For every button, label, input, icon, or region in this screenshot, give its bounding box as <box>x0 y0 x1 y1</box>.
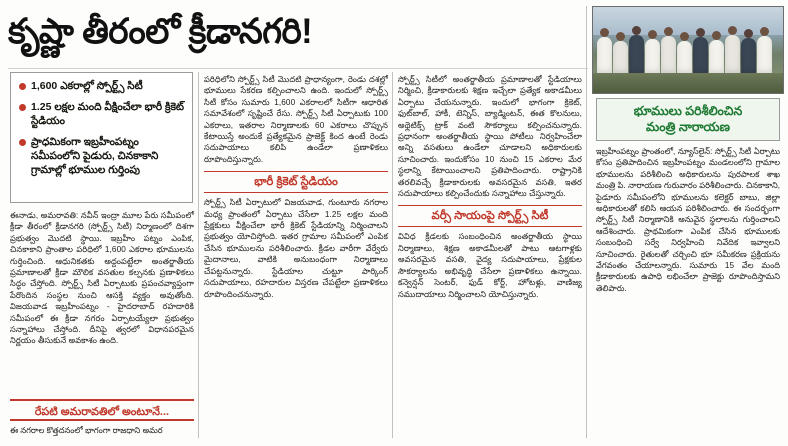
article-paragraph: వివిధ క్రీడలకు సంబంధించిన అంతర్జాతీయ స్థాయి నిర్మాణాలు, శిక్షణ అకాడమీలతో పాటు ఆటగాళ్లకు అవసరమైన వసతి, వైద్య సదుపాయాలు, ప్రేక్షకుల సౌకర్యాలను అభివృద్ధి చేసేలా ప్రణాళికలు ఉన్నాయి. కన్వెన్షన్ సెంటర్, ఫుడ్ కోర్ట్, హోటళ్లు, వాణిజ్య సముదాయాలు నిర్మించాలని యోచిస్తున్నారు. <box>398 232 582 299</box>
teaser-block <box>10 399 194 436</box>
bullet-dot-icon <box>19 139 26 146</box>
headline-band <box>8 4 588 66</box>
highlight-text: ప్రాధమికంగా ఇబ్రహీంపట్నం సమీపంలోని పైడురు, చినకాకాని గ్రామాల్లో భూముల గుర్తింపు <box>31 136 159 176</box>
sidebar-heading-line1: భూములు పరిశీలించిన <box>633 104 743 118</box>
page-title: కృష్ణా తీరంలో క్రీడానగరి! <box>8 12 313 51</box>
section-heading-sports-city: వర్సీ సాయంపై స్పోర్ట్స్ సిటీ <box>431 210 549 223</box>
photo-ground <box>593 73 783 93</box>
list-item <box>19 79 186 93</box>
list-item <box>19 135 186 177</box>
subhead-rule-bottom <box>398 226 582 227</box>
highlights-box <box>10 72 193 203</box>
highlight-text: 1,600 ఎకరాల్లో స్పోర్ట్స్ సిటీ <box>31 80 143 92</box>
article-paragraph: పరిధిలోని స్పోర్ట్స్ సిటీ మొదటి ప్రాధాన్యంగా, రెండు దశల్లో భూములు సేకరణ కల్పించాలని ఉంది. ఇందులో స్పోర్ట్స్ సిటీ కోసం సుమారు 1,600 ఎకరాలలో సిటీగా ఆధారిత సమావేశంలో సృష్టించే రేసు. స్పోర్ట్స్ సిటీ ఏర్పాటుకు 100 ఎకరాలు, ఇతరాల నిర్మాణాలకు 60 ఎకరాలు చొప్పున కేటాయిస్తే అందుకే ప్రత్యేకమైన ప్రాజెక్ట్ కింద ఉంటే రెండు సదుపాయాలు కలిపి ఉండేలా ప్రణాళికలు రూపొందిస్తున్నారు. <box>204 75 388 164</box>
news-photo <box>592 6 784 94</box>
subhead-rule-bottom <box>204 192 388 193</box>
photo-crowd <box>593 21 783 77</box>
article-paragraph: ఈనాడు, అమరావతి: నవీన్ ఇంద్రా మూల పేరు సమీపంలో క్రీడా తీరంలో క్రీడానగరి (స్పోర్ట్స్ సిటీ) నిర్మాణంలో దిశగా ప్రభుత్వం మొదటి స్థాయి. ఇబ్రహీం పట్నం ఎంపిక, చినకాకాని ప్రాంతాల పరిధిలో 1,600 ఎకరాల భూములను గుర్తించింది. ఆధునికతకు అద్దంపట్టేలా అంతర్జాతీయ ప్రమాణాలతో క్రీడా మౌలిక వసతుల కల్పనకు ప్రణాళికలు సిద్ధం చేస్తోంది. స్పోర్ట్స్ సిటీ ఏర్పాటుకు ప్రపంచవ్యాప్తంగా పేరొందిన సంస్థల నుంచి ఆసక్తి వ్యక్తం అవుతోంది. విజయవాడ ఇబ్రహీంపట్నం - హైదరాబాద్ రహదారికి సమీపంలో ఈ క్రీడా నగరం ఏర్పాటయ్యేలా ప్రభుత్వం సన్నాహాలు చేస్తోంది. దీనిపై త్వరలో విధానపరమైన నిర్ణయం తీసుకునే అవకాశం ఉంది. <box>10 211 194 346</box>
section-heading-cricket-stadium: భారీ క్రికెట్ స్టేడియం <box>254 176 338 189</box>
sidebar-heading-line2: మంత్రి నారాయణ <box>646 120 730 134</box>
sidebar-story <box>596 98 780 438</box>
column-divider-2 <box>392 72 393 438</box>
teaser-rule-bottom <box>10 419 194 421</box>
article-paragraph: స్పోర్ట్స్ సిటీలో అంతర్జాతీయ ప్రమాణాలతో స్టేడియాలు నిర్మించి, క్రీడాకారులకు శిక్షణ ఇచ్చేలా ప్రత్యేక అకాడమీలు ఏర్పాటు చేయనున్నారు. ఇందులో భాగంగా క్రికెట్, ఫుట్‌బాల్, హాకీ, టెన్నిస్, బ్యాడ్మింటన్, ఈత కొలనులు, అథ్లెటిక్స్ ట్రాక్ వంటి సౌకర్యాలు కల్పించనున్నారు. ప్రధానంగా అంతర్జాతీయ స్థాయి పోటీలు నిర్వహించేలా అన్ని వసతులు ఉండేలా చూడాలని అధికారులకు సూచించారు. ఇందుకోసం 10 నుంచి 15 ఎకరాల మేర స్థలాన్ని కేటాయించాలని ప్రతిపాదించారు. రాష్ట్రానికి తరలివచ్చే క్రీడాకారులకు అవసరమైన వసతి, ఇతర సదుపాయాలు కల్పించేందుకు సన్నాహాలు చేస్తున్నారు. <box>398 75 582 199</box>
column-divider-3 <box>586 6 587 438</box>
bullet-dot-icon <box>19 83 26 90</box>
bullet-dot-icon <box>19 104 26 111</box>
subhead-rule-top <box>398 205 582 206</box>
article-paragraph: స్పోర్ట్స్ సిటీ ఏర్పాటులో విజయవాడ, గుంటూరు నగరాల మధ్య ప్రాంతంలో ఏర్పాటు చేసేలా 1.25 లక్షల మంది ప్రేక్షకులు వీక్షించేలా భారీ క్రికెట్ స్టేడియాన్ని నిర్మించాలని ప్రభుత్వం యోచిస్తోంది. ఇతర గ్రామాల సమీపంలో ఎంపిక చేసిన భూములను పరిశీలించారు. క్రీడల వారీగా వేర్వేరు మైదానాలు, వాటికి అనుబంధంగా నిర్మాణాలు చేపట్టనున్నారు. స్టేడియాల చుట్టూ పార్కింగ్ సదుపాయాలు, రహదారుల విస్తరణ చేపట్టేలా ప్రణాళికలు రూపొందించనున్నారు. <box>204 198 388 299</box>
sidebar-story-text: ఇబ్రహీంపట్నం ప్రాంతంలో, న్యూస్‌లైన్: స్పోర్ట్స్ సిటీ ఏర్పాటు కోసం ప్రతిపాదించిన ఇబ్రహీంపట్నం మండలంలోని గ్రామాల భూములను పరిశీలించి అధికారులను పురపాలక శాఖ మంత్రి పి. నారాయణ గురువారం పరిశీలించారు. చినకాకాని, పైడూరు సమీపంలోని భూములను కలెక్టర్ బాబు, జిల్లా అధికారులతో కలిసి ఆయన పరిశీలించారు. ఈ సందర్భంగా స్పోర్ట్స్ సిటీ నిర్మాణానికి అనువైన స్థలాలను గుర్తించాలని ఆదేశించారు. ప్రాథమికంగా ఎంపిక చేసిన భూములకు సంబంధించి సర్వే నిర్వహించి నివేదిక ఇవ్వాలని సూచించారు. రైతులతో చర్చించి భూ సమీకరణ ప్రక్రియను వేగవంతం చేయాలన్నారు. సుమారు 15 వేల మంది క్రీడాకారులకు ఉపాధి లభించేలా ప్రాజెక్టు రూపొందిస్తామని తెలిపారు. <box>596 147 780 293</box>
headline-divider <box>8 68 588 69</box>
subhead-rule-top <box>204 171 388 172</box>
column-divider-1 <box>198 72 199 438</box>
article-column-2 <box>204 74 388 300</box>
teaser-text: ఈ నగరాల కొత్తదనంలో భాగంగా రాజధాని అమర <box>10 426 163 435</box>
article-column-3 <box>398 74 582 300</box>
article-column-1 <box>10 210 194 392</box>
teaser-heading: రేపటి అమరావతిలో అంటూనే... <box>34 406 170 418</box>
highlight-text: 1.25 లక్షల మంది వీక్షించేలా భారీ క్రికెట్ స్టేడియం <box>31 101 185 127</box>
list-item <box>19 100 186 128</box>
sidebar-story-heading <box>596 98 780 141</box>
teaser-rule-top <box>10 399 194 401</box>
